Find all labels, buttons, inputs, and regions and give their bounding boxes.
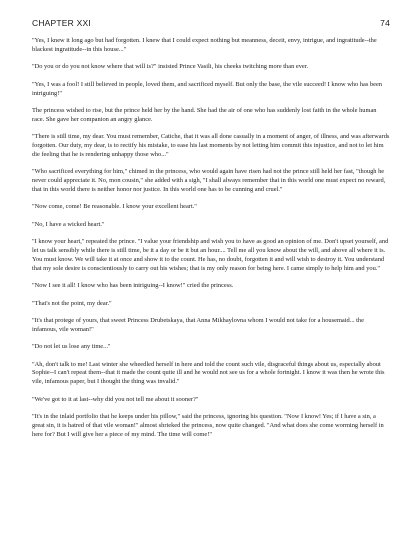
paragraph: "Do not let us lose any time..." [32, 343, 111, 351]
paragraph: "Yes, I knew it long ago but had forgotten. I knew that I could expect nothing but meanness, deceit, envy, intrigue, and ingratitude--the blackest ingratitude--in this house..." [32, 37, 377, 53]
paragraph: "Ah, don't talk to me! Last winter she wheedled herself in here and told the count such vile, disgraceful things about us, especially about Sophie--I can't repeat them--that it made the count quite ill and he would not see us for a whole fortnight. I know it was then he wrote this vile, infamous paper, but I thought the thing was invalid." [32, 360, 385, 386]
paragraph: The princess wished to rise, but the prince held her by the hand. She had the air of one who has suddenly lost faith in the whole human race. She gave her companion an angry glance. [32, 106, 377, 123]
page-number: 74 [380, 18, 390, 28]
paragraph: "We've got to it at last--why did you not tell me about it sooner?" [32, 395, 199, 403]
paragraph: "Do you or do you not know where that will is?" insisted Prince Vasili, his cheeks twitching more than ever. [32, 63, 309, 71]
chapter-title: CHAPTER XXI [32, 18, 91, 28]
paragraph: "Now I see it all! I know who has been intriguing--I know!" cried the princess. [32, 282, 234, 290]
body-text [32, 37, 390, 440]
paragraph: "It's in the inlaid portfolio that he keeps under his pillow," said the princess, ignoring his question. "Now I know! Yes; if I have a sin, a great sin, it is hatred of that vile woman!" almost shrieked the princess, now quite changed. "And what does she come worming herself in here for? But I will give her a piece of my mind. The time will come!" [32, 413, 384, 438]
paragraph: "Who sacrificed everything for him," chimed in the princess, who would again have risen had not the prince still held her fast, "though he never could appreciate it. No, mon cousin," she added with a sigh, "I shall always remember that in this world one must expect no reward, that in this world there is neither honor nor justice. In this world one has to be cunning and cruel." [32, 168, 386, 193]
paragraph: "I know your heart," repeated the prince. "I value your friendship and wish you to have as good an opinion of me. Don't upset yourself, and let us talk sensibly while there is still time, be it a day or be it but an hour.... Tell me all you know about the will, and above all where it is. You must know. We will take it at once and show it to the count. He has, no doubt, forgotten it and will wish to destroy it. You understand that my sole desire is conscientiously to carry out his wishes; that is my only reason for being here. I came simply to help him and you." [32, 238, 389, 272]
paragraph: "That's not the point, my dear." [32, 299, 112, 307]
paragraph: "It's that protege of yours, that sweet Princess Drubetskaya, that Anna Mikhaylovna whom I would not take for a housemaid... the infamous, vile woman!" [32, 316, 364, 333]
page-header [32, 18, 390, 28]
paragraph: "Now come, come! Be reasonable. I know your excellent heart." [32, 203, 197, 211]
paragraph: "There is still time, my dear. You must remember, Catiche, that it was all done casually in a moment of anger, of illness, and was afterwards forgotten. Our duty, my dear, is to rectify his mistake, to ease his last moments by not letting him commit this injustice, and not to let him die feeling that he is rendering unhappy those who..." [32, 133, 390, 158]
paragraph: "No, I have a wicked heart." [32, 220, 105, 228]
paragraph: "Yes, I was a fool! I still believed in people, loved them, and sacrificed myself. But only the base, the vile succeed! I know who has been intriguing!" [32, 80, 382, 97]
